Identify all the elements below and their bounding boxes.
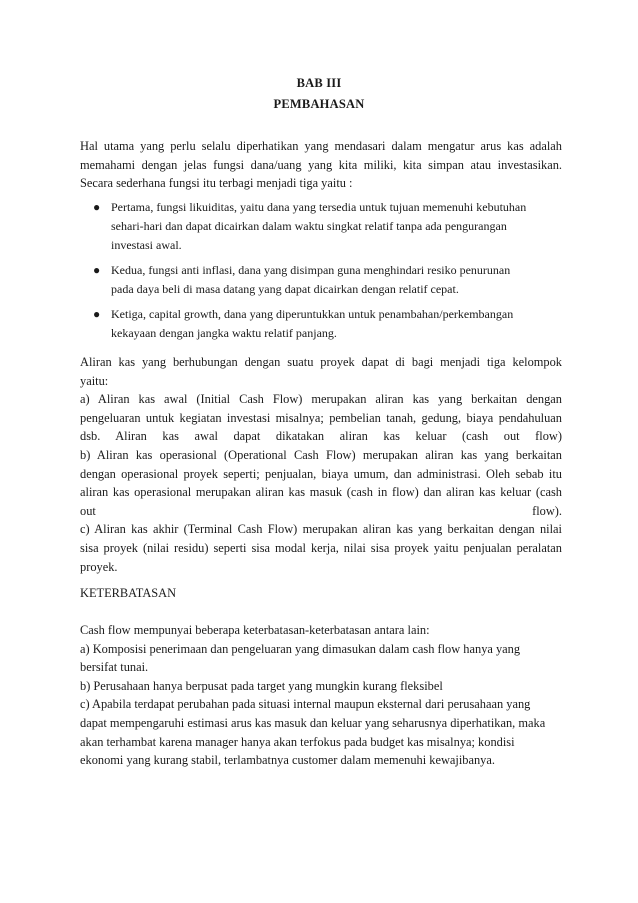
chapter-title: PEMBAHASAN: [273, 97, 365, 111]
intro-paragraph: [80, 137, 562, 193]
paragraph-line: dapat mempengaruhi estimasi arus kas masuk dan keluar yang seharusnya diperhatikan, maka: [80, 715, 546, 730]
intro-line: memahami dengan jelas fungsi dana/uang yang kita miliki, kita simpan atau investasikan.: [80, 157, 562, 172]
keterbatasan-heading: KETERBATASAN: [80, 586, 177, 600]
paragraph-line: c) Aliran kas akhir (Terminal Cash Flow) merupakan aliran kas yang berkaitan dengan nilai: [80, 522, 562, 537]
list-item-line: kekayaan dengan jangka waktu relatif panjang.: [111, 326, 337, 340]
list-item-line: Ketiga, capital growth, dana yang diperuntukkan untuk penambahan/perkembangan: [111, 307, 514, 321]
paragraph-line: c) Apabila terdapat perubahan pada situasi internal maupun eksternal dari perusahaan yang: [80, 697, 531, 712]
bullet-icon: ●: [93, 200, 101, 214]
fungsi-bullet-list: [89, 198, 561, 349]
paragraph-line: proyek.: [80, 559, 118, 574]
paragraph-line: aliran kas operasional merupakan aliran kas masuk (cash in flow) dan aliran kas keluar (cash: [80, 485, 562, 500]
list-item-line: Pertama, fungsi likuiditas, yaitu dana yang tersedia untuk tujuan memenuhi kebutuhan: [111, 200, 527, 214]
list-item: [89, 261, 561, 299]
paragraph-line: bersifat tunai.: [80, 660, 149, 675]
aliran-kas-paragraph: [80, 353, 562, 576]
paragraph-split-line: [80, 502, 562, 521]
paragraph-line: yaitu:: [80, 373, 109, 388]
paragraph-line: dsb. Aliran kas awal dapat dikatakan aliran kas keluar (cash out flow): [80, 429, 562, 444]
split-line-right: flow).: [532, 503, 562, 518]
intro-line: Hal utama yang perlu selalu diperhatikan yang mendasari dalam mengatur arus kas adalah: [80, 139, 562, 153]
paragraph-line: a) Komposisi penerimaan dan pengeluaran yang dimasukan dalam cash flow hanya yang: [80, 641, 521, 656]
list-item: [89, 198, 561, 255]
chapter-label: BAB III: [296, 76, 342, 90]
list-item-line: Kedua, fungsi anti inflasi, dana yang disimpan guna menghindari resiko penurunan: [111, 263, 511, 277]
list-item: [89, 305, 561, 343]
paragraph-line: Aliran kas yang berhubungan dengan suatu proyek dapat di bagi menjadi tiga kelompok: [80, 355, 562, 369]
paragraph-line: pengeluaran untuk kegiatan investasi misalnya; pembelian tanah, gedung, biaya pendahuluan: [80, 410, 562, 425]
list-item-line: investasi awal.: [111, 238, 182, 252]
bullet-icon: ●: [93, 307, 101, 321]
paragraph-line: dengan operasional proyek seperti; penjualan, biaya umum, dan administrasi. Oleh sebab itu: [80, 466, 562, 481]
paragraph-line: ekonomi yang kurang stabil, terlambatnya customer dalam memenuhi kewajibanya.: [80, 753, 495, 768]
keterbatasan-paragraph: [80, 621, 562, 770]
paragraph-line: a) Aliran kas awal (Initial Cash Flow) merupakan aliran kas yang berkaitan dengan: [80, 392, 562, 407]
list-item-line: sehari-hari dan dapat dicairkan dalam waktu singkat relatif tanpa ada pengurangan: [111, 219, 507, 233]
bullet-icon: ●: [93, 263, 101, 277]
paragraph-line: Cash flow mempunyai beberapa keterbatasan-keterbatasan antara lain:: [80, 623, 430, 637]
split-line-left: out: [80, 503, 96, 518]
paragraph-line: akan terhambat karena manager hanya akan terfokus pada budget kas misalnya; kondisi: [80, 734, 515, 749]
paragraph-line: b) Perusahaan hanya berpusat pada target yang mungkin kurang fleksibel: [80, 678, 443, 693]
paragraph-line: b) Aliran kas operasional (Operational Cash Flow) merupakan aliran kas yang berkaitan: [80, 447, 562, 462]
intro-line: Secara sederhana fungsi itu terbagi menjadi tiga yaitu :: [80, 176, 353, 191]
list-item-line: pada daya beli di masa datang yang dapat dicairkan dengan relatif cepat.: [111, 282, 459, 296]
paragraph-line: sisa proyek (nilai residu) seperti sisa modal kerja, nilai sisa proyek yaitu penjualan peralatan: [80, 540, 562, 555]
